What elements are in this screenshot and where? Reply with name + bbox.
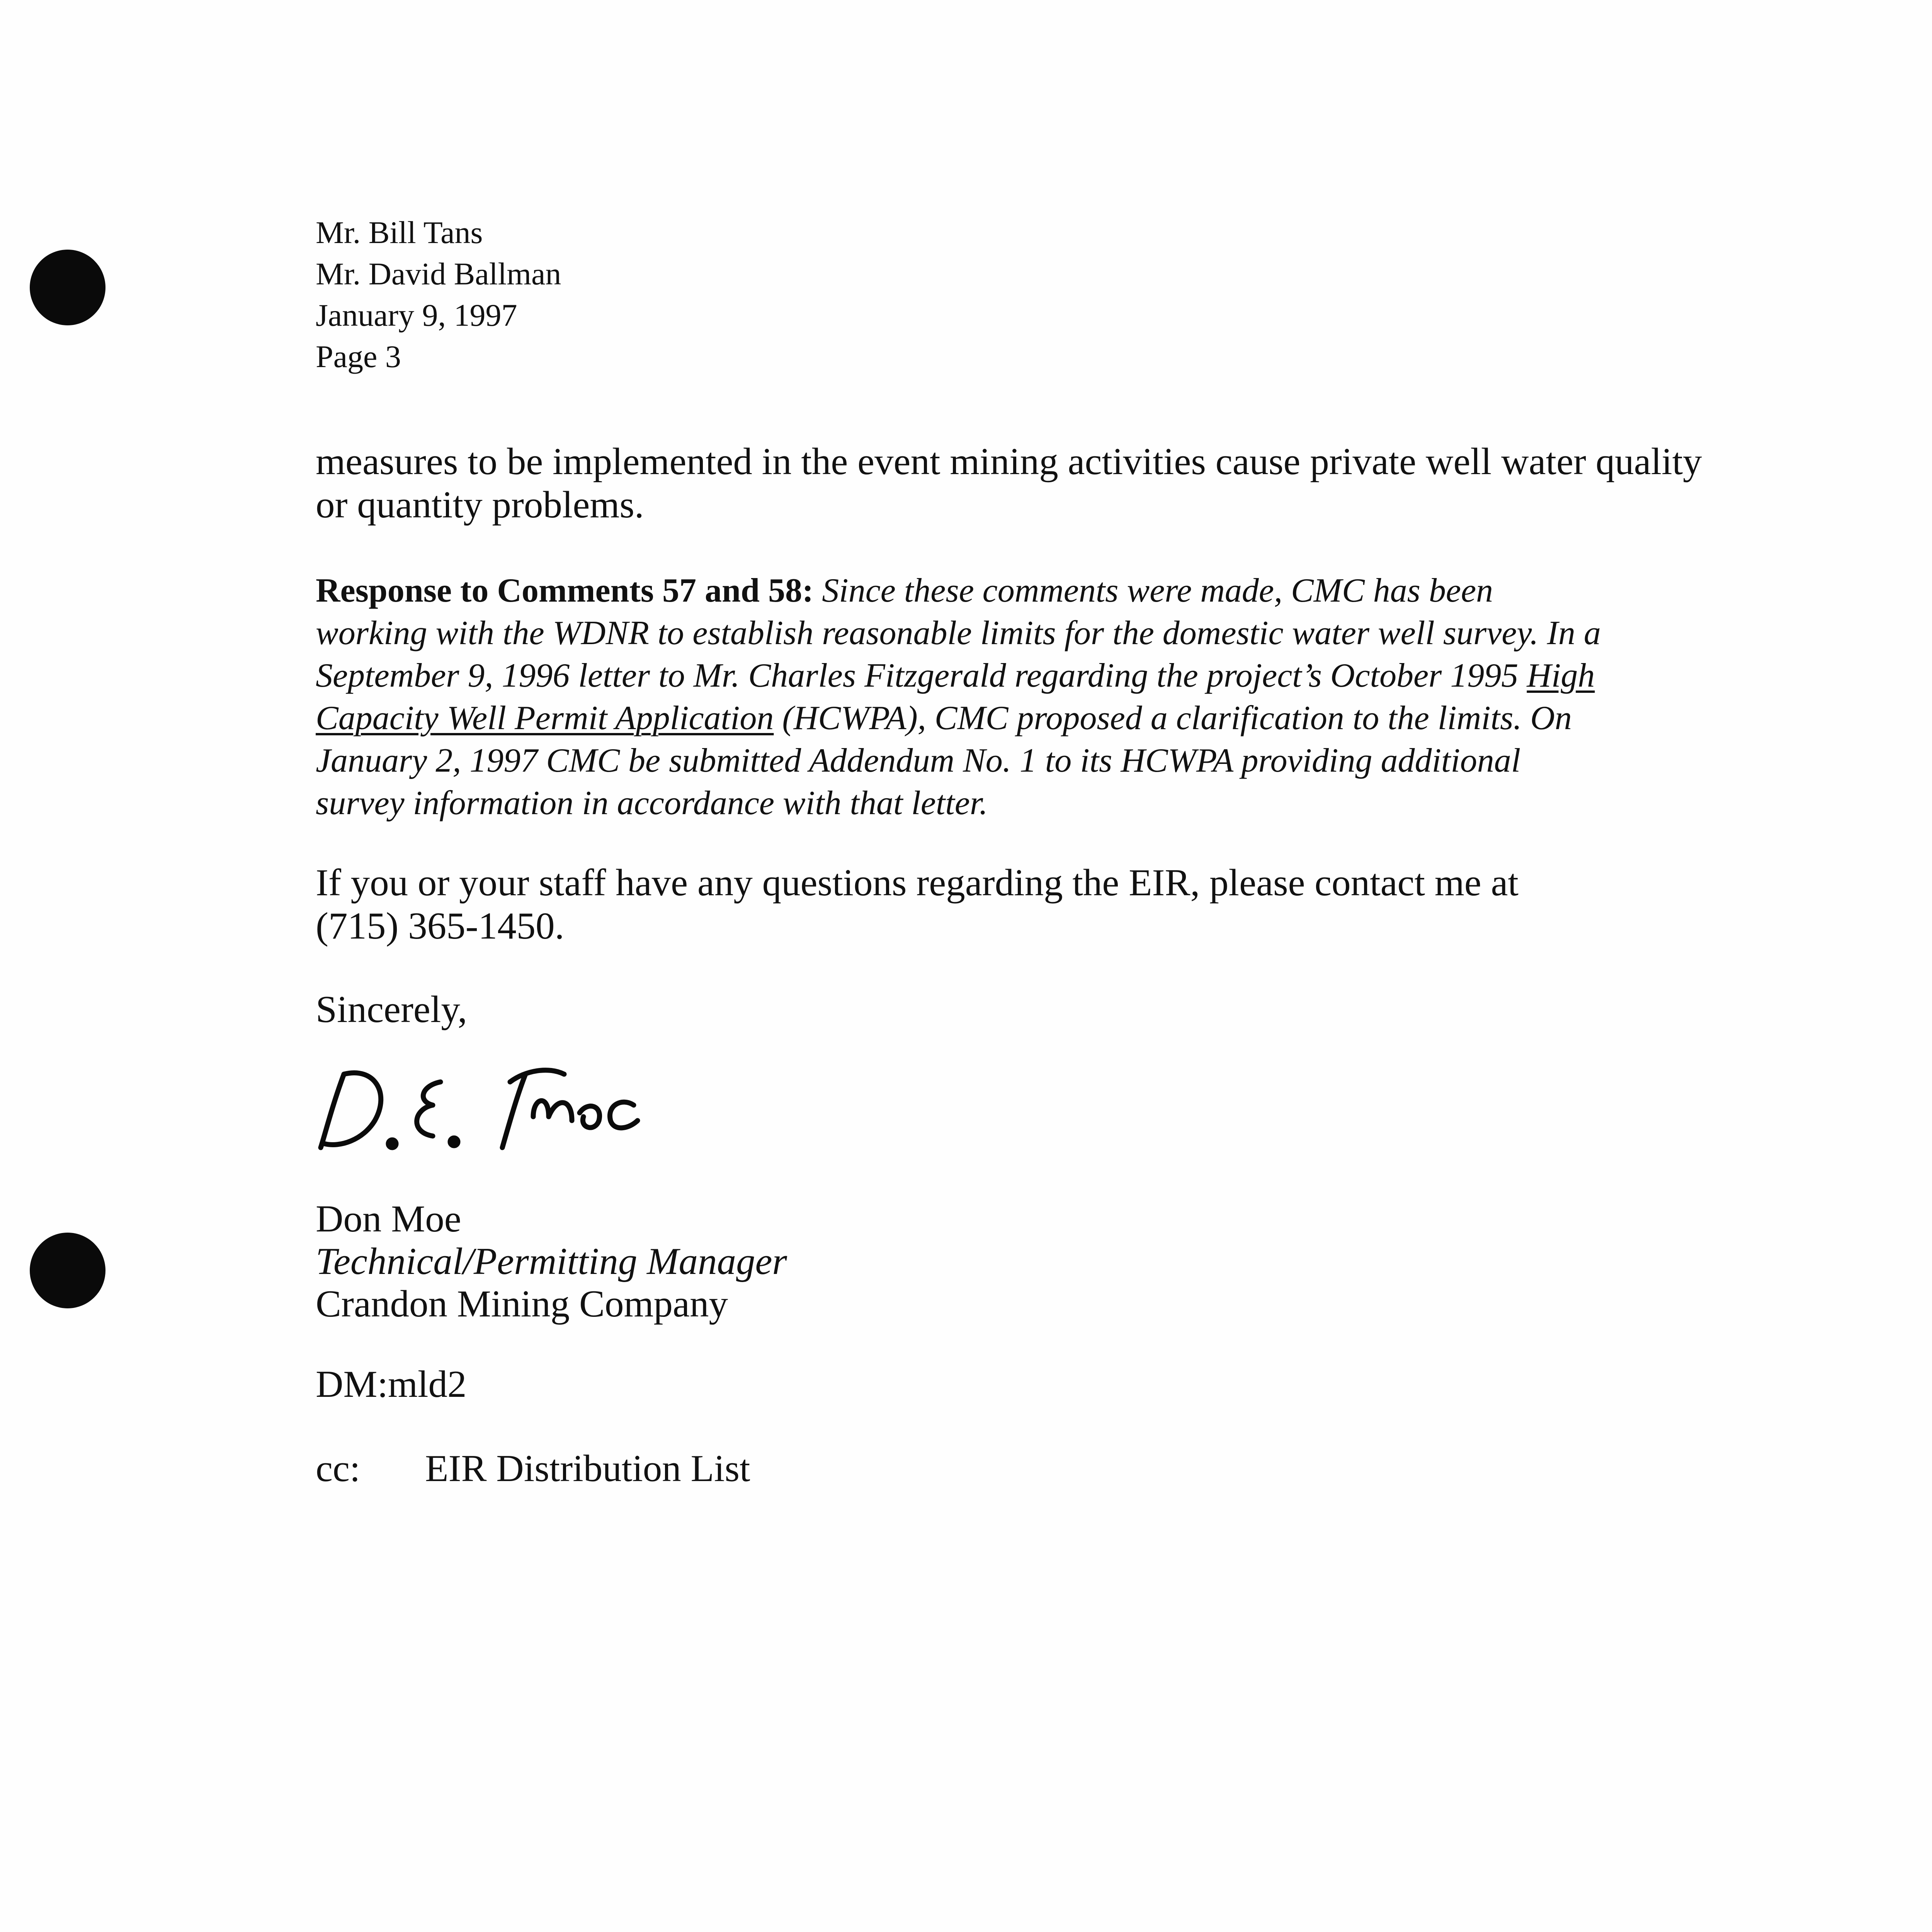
signer-name: Don Moe [316, 1198, 461, 1240]
contact-text-line: If you or your staff have any questions regarding the EIR, please contact me at [316, 862, 1519, 904]
body-text-line: measures to be implemented in the event mining activities cause private well water quality [316, 440, 1702, 483]
body-text-line: or quantity problems. [316, 484, 644, 526]
response-line [316, 571, 1493, 610]
punch-hole [30, 1233, 105, 1308]
cc-label: cc: [316, 1447, 361, 1490]
document-title-reference: High [1527, 657, 1595, 694]
response-line [316, 656, 1595, 695]
response-line [316, 699, 1572, 738]
response-line: January 2, 1997 CMC be submitted Addendum No. 1 to its HCWPA providing additional [316, 742, 1521, 779]
recipient-name: Mr. Bill Tans [316, 215, 483, 250]
typist-initials: DM:mld2 [316, 1363, 467, 1405]
response-line: working with the WDNR to establish reasonable limits for the domestic water well survey. In a [316, 614, 1601, 652]
letter-header [316, 212, 561, 377]
letter-date: January 9, 1997 [316, 298, 517, 333]
page-number: Page 3 [316, 339, 401, 374]
contact-phone: (715) 365-1450. [316, 905, 565, 947]
document-title-reference: Capacity Well Permit Application [316, 699, 774, 737]
handwritten-signature [317, 1059, 672, 1175]
response-text: (HCWPA), CMC proposed a clarification to the limits. On [774, 699, 1572, 737]
cc-recipient: EIR Distribution List [425, 1447, 750, 1490]
punch-hole [30, 250, 105, 325]
response-text: September 9, 1996 letter to Mr. Charles Fitzgerald regarding the project’s October 1995 [316, 657, 1527, 694]
signer-company: Crandon Mining Company [316, 1283, 728, 1325]
response-text: Since these comments were made, CMC has been [822, 572, 1493, 609]
response-line: survey information in accordance with that letter. [316, 784, 988, 822]
closing: Sincerely, [316, 988, 468, 1031]
response-heading: Response to Comments 57 and 58: [316, 572, 814, 609]
signer-title: Technical/Permitting Manager [316, 1240, 787, 1282]
recipient-name: Mr. David Ballman [316, 256, 561, 291]
